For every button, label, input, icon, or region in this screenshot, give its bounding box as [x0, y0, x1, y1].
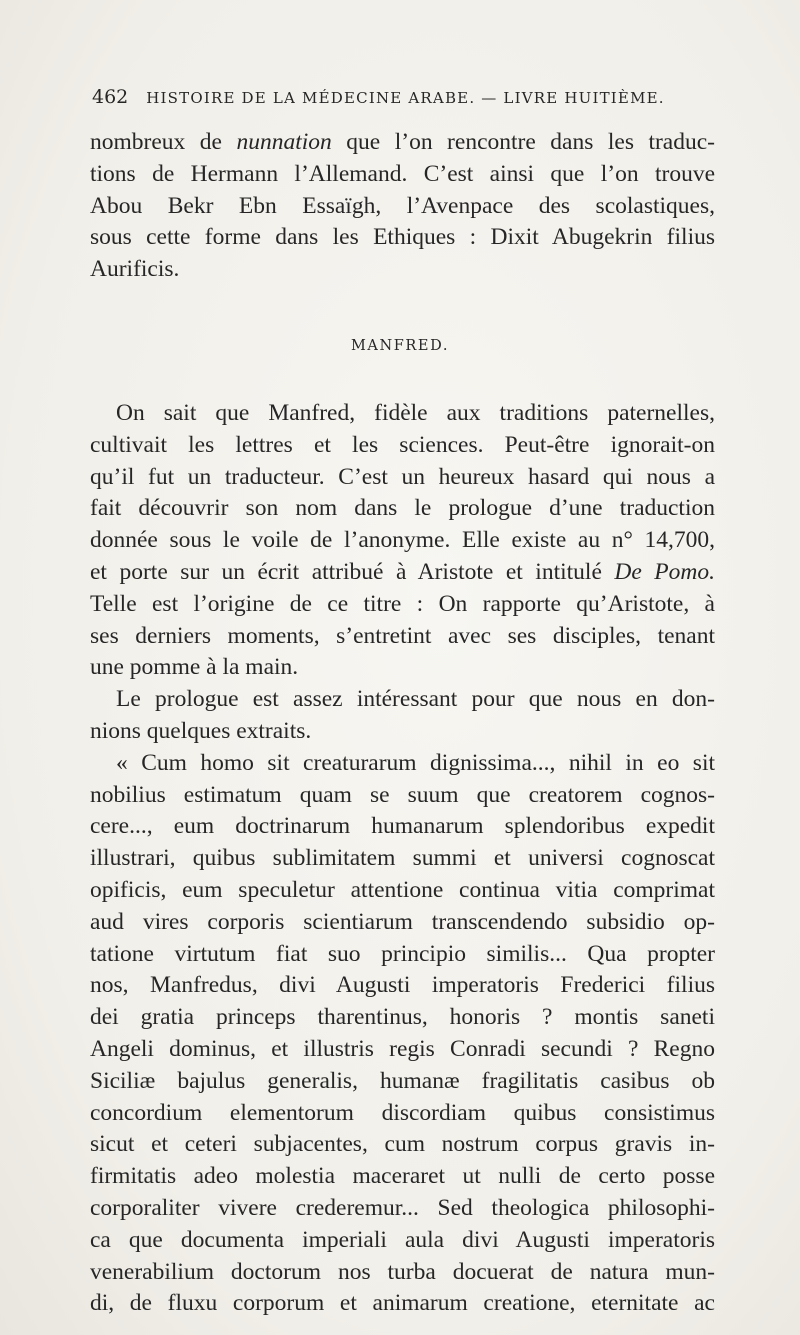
text-line [90, 525, 715, 557]
text-line [90, 907, 715, 939]
line-text: fait découvrir son nom dans le prologue d’une traduction [90, 495, 715, 522]
text-line [90, 684, 715, 716]
line-text: aud vires corporis scientiarum transcendendo subsidio op- [90, 908, 715, 935]
running-head [92, 86, 712, 108]
line-text: concordium elementorum discordiam quibus consistimus [90, 1099, 715, 1126]
line-text: Angeli dominus, et illustris regis Conradi secundi ? Regno [90, 1035, 715, 1062]
text-line [90, 127, 715, 159]
text-line [90, 1129, 715, 1161]
text-line [90, 843, 715, 875]
line-text: nions quelques extraits. [90, 717, 312, 744]
line-text: On sait que Manfred, fidèle aux traditions paternelles, [116, 400, 715, 426]
text-line [90, 1225, 715, 1257]
text-line [90, 716, 715, 748]
body-text [90, 398, 715, 1320]
text-line [90, 1161, 715, 1193]
italic-text: De Pomo. [614, 558, 715, 585]
text-line [90, 875, 715, 907]
text-line [90, 493, 715, 525]
text-line [90, 811, 715, 843]
line-text: dei gratia princeps tharentinus, honoris ? montis saneti [90, 1004, 715, 1031]
running-title: HISTOIRE DE LA MÉDECINE ARABE. — LIVRE HUITIÈME. [146, 89, 665, 107]
section-heading: MANFRED. [350, 338, 450, 354]
line-text: ses derniers moments, s’entretint avec ses disciples, tenant [90, 622, 715, 649]
line-text: Aurificis. [90, 256, 180, 283]
text-line [90, 652, 715, 684]
line-text: donnée sous le voile de l’anonyme. Elle existe au n° 14,700, [90, 527, 715, 554]
line-text: nos, Manfredus, divi Augusti imperatoris Frederici filius [90, 972, 715, 999]
text-line [90, 254, 715, 286]
line-text: corporaliter vivere crederemur... Sed theologica philosophi- [90, 1194, 715, 1221]
text-line [90, 748, 715, 780]
line-text: Le prologue est assez intéressant pour que nous en don- [116, 686, 715, 713]
line-text: venerabilium doctorum nos turba docuerat de natura mun- [90, 1258, 715, 1285]
text-line [90, 430, 715, 462]
line-text: sous cette forme dans les Ethiques : Dixit Abugekrin filius [90, 224, 715, 251]
page-number: 462 [92, 86, 129, 108]
text-line [90, 398, 715, 430]
text-line [90, 222, 715, 254]
text-line [90, 589, 715, 621]
line-text: sicut et ceteri subjacentes, cum nostrum corpus gravis in- [90, 1131, 715, 1158]
line-text: cultivait les lettres et les sciences. Peut-être ignorait-on [90, 431, 715, 458]
text-line [90, 1066, 715, 1098]
intro-paragraph [90, 127, 715, 286]
line-text: Telle est l’origine de ce titre : On rapporte qu’Aristote, à [90, 590, 715, 617]
line-text: opificis, eum speculetur attentione continua vitia comprimat [90, 876, 715, 903]
line-text: nobilius estimatum quam se suum que creatorem cognos- [90, 781, 715, 808]
line-text: ca que documenta imperiali aula divi Augusti imperatoris [90, 1226, 715, 1253]
text-line [90, 780, 715, 812]
line-text: que l’on rencontre dans les traduc- [331, 129, 715, 155]
text-line [90, 621, 715, 653]
line-text: firmitatis adeo molestia maceraret ut nulli de certo posse [90, 1163, 715, 1190]
line-text: cere..., eum doctrinarum humanarum splendoribus expedit [90, 813, 715, 840]
text-line [90, 970, 715, 1002]
text-line [90, 1098, 715, 1130]
text-line [90, 159, 715, 191]
line-text: tions de Hermann l’Allemand. C’est ainsi que l’on trouve [90, 160, 715, 187]
text-line [90, 1288, 715, 1320]
italic-text: nunnation [236, 129, 332, 155]
line-text: une pomme à la main. [90, 654, 299, 681]
text-line [90, 1257, 715, 1289]
text-line [90, 191, 715, 223]
line-text: « Cum homo sit creaturarum dignissima..., nihil in eo sit [116, 749, 715, 776]
line-text: illustrari, quibus sublimitatem summi et universi cognoscat [90, 845, 715, 872]
line-text: nombreux de [90, 129, 237, 155]
text-line [90, 462, 715, 494]
line-text: Siciliæ bajulus generalis, humanæ fragilitatis casibus ob [90, 1067, 715, 1094]
text-line [90, 557, 715, 589]
line-text: tatione virtutum fiat suo principio similis... Qua propter [90, 940, 715, 967]
line-text: et porte sur un écrit attribué à Aristote et intitulé [90, 558, 615, 585]
text-line [90, 939, 715, 971]
line-text: di, de fluxu corporum et animarum creatione, eternitate ac [90, 1290, 715, 1317]
text-line [90, 1193, 715, 1225]
line-text: Abou Bekr Ebn Essaïgh, l’Avenpace des scolastiques, [90, 192, 715, 219]
text-line [90, 1002, 715, 1034]
line-text: qu’il fut un traducteur. C’est un heureux hasard qui nous a [90, 463, 715, 490]
text-line [90, 1034, 715, 1066]
